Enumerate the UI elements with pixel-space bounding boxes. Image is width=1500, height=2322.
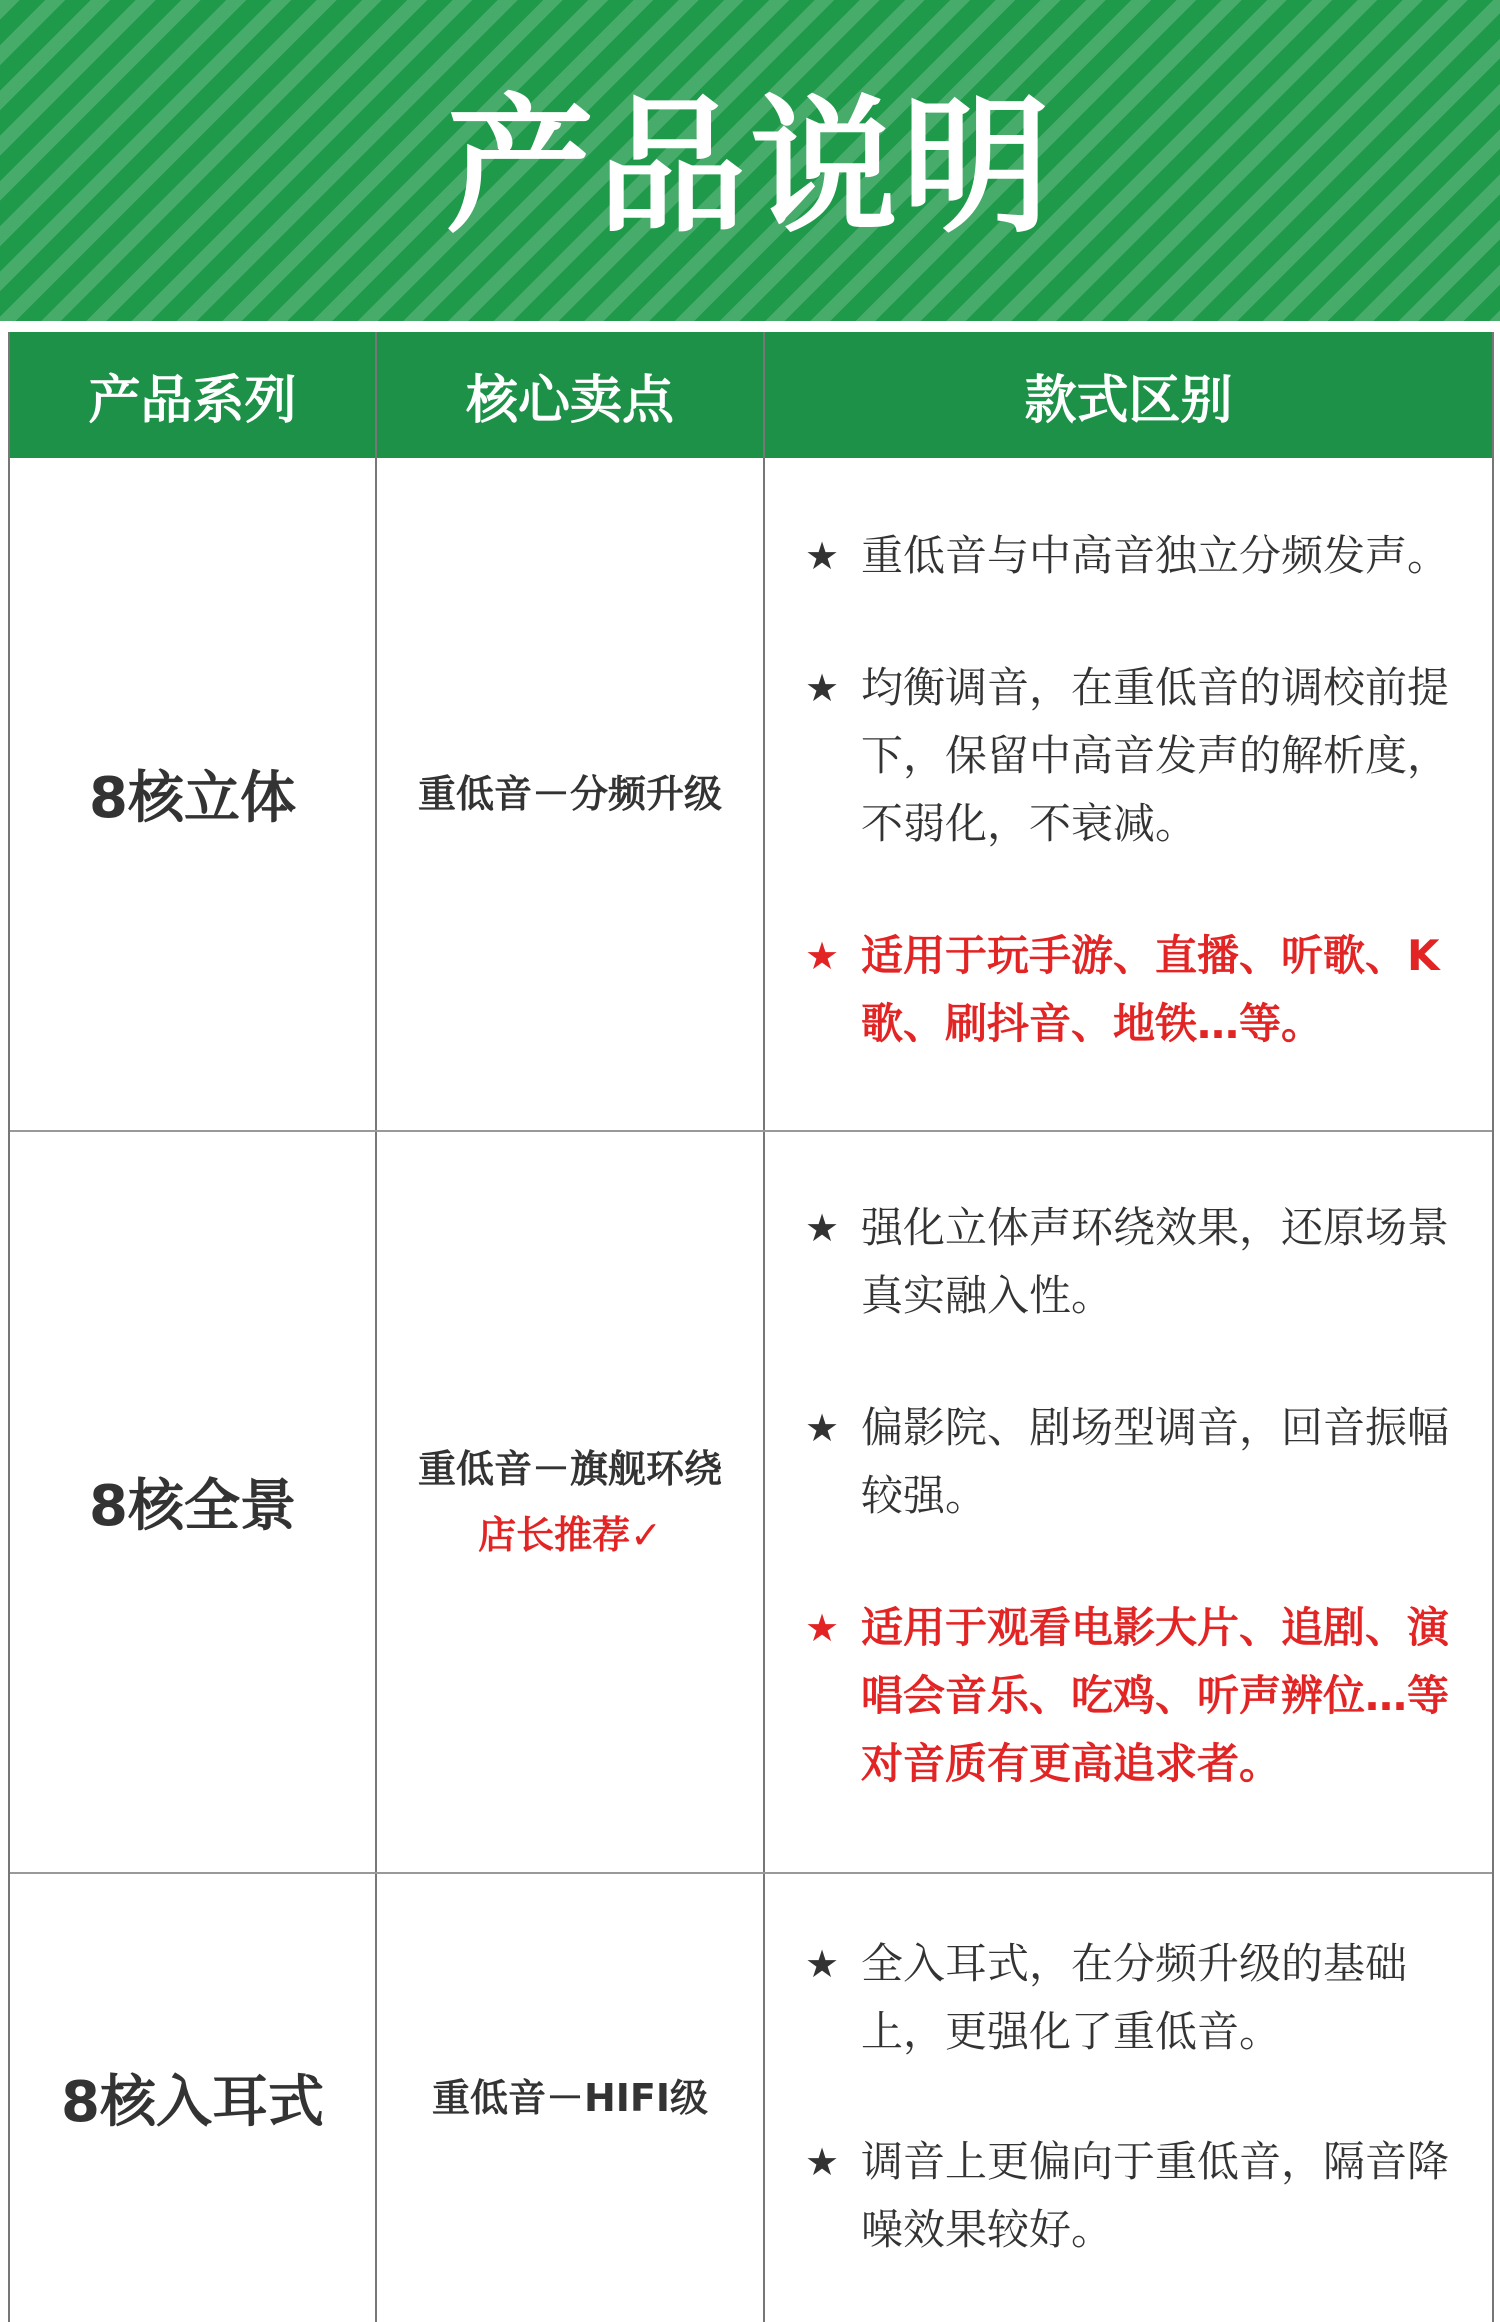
star-icon: ★ bbox=[805, 934, 840, 978]
point-text: 偏影院、剧场型调音，回音振幅较强。 bbox=[861, 1403, 1450, 1520]
star-icon: ★ bbox=[805, 1606, 840, 1650]
header-diff: 款式区别 bbox=[1024, 370, 1233, 431]
core-cell bbox=[377, 1132, 763, 1872]
core-cell bbox=[377, 458, 763, 1130]
point-text: 调音上更偏向于重低音，隔音降噪效果较好。 bbox=[861, 2137, 1450, 2254]
point-text: 强化立体声环绕效果，还原场景真实融入性。 bbox=[861, 1203, 1450, 1320]
header-series: 产品系列 bbox=[88, 370, 297, 431]
core-feature: 重低音－HIFI级 bbox=[431, 2076, 709, 2120]
diff-cell bbox=[765, 1132, 1490, 1872]
header-core: 核心卖点 bbox=[465, 370, 674, 431]
star-icon: ★ bbox=[805, 534, 840, 578]
point-text: 全入耳式，在分频升级的基础上，更强化了重低音。 bbox=[861, 1939, 1408, 2056]
star-icon: ★ bbox=[805, 1942, 840, 1986]
star-icon: ★ bbox=[805, 1206, 840, 1250]
table-header-row bbox=[10, 332, 1492, 458]
star-icon: ★ bbox=[805, 666, 840, 710]
series-cell: 8核立体 bbox=[89, 766, 296, 831]
star-icon: ★ bbox=[805, 1406, 840, 1450]
star-icon: ★ bbox=[805, 2140, 840, 2184]
list-item bbox=[805, 522, 1485, 590]
core-feature: 重低音－分频升级 bbox=[417, 772, 722, 816]
list-item-highlight bbox=[805, 1594, 1485, 1798]
point-text: 重低音与中高音独立分频发声。 bbox=[861, 531, 1450, 580]
list-item bbox=[805, 654, 1485, 858]
product-table bbox=[8, 332, 1494, 2322]
point-text: 均衡调音，在重低音的调校前提下，保留中高音发声的解析度，不弱化，不衰减。 bbox=[861, 663, 1450, 848]
core-cell bbox=[377, 1874, 763, 2322]
point-text: 适用于观看电影大片、追剧、演唱会音乐、吃鸡、听声辨位…等对音质有更高追求者。 bbox=[861, 1603, 1450, 1788]
list-item bbox=[805, 1930, 1485, 2066]
point-text: 适用于玩手游、直播、听歌、K歌、刷抖音、地铁…等。 bbox=[861, 931, 1440, 1048]
list-item bbox=[805, 1194, 1485, 1330]
series-cell: 8核全景 bbox=[89, 1474, 296, 1539]
page-title: 产品说明 bbox=[446, 81, 1054, 253]
list-item bbox=[805, 2128, 1485, 2264]
diff-cell bbox=[765, 1874, 1490, 2322]
list-item bbox=[805, 1394, 1485, 1530]
core-feature: 重低音－旗舰环绕 bbox=[417, 1447, 722, 1491]
header-banner bbox=[0, 0, 1500, 321]
series-cell: 8核入耳式 bbox=[61, 2070, 324, 2135]
list-item-highlight bbox=[805, 922, 1485, 1058]
diff-cell bbox=[765, 458, 1490, 1130]
recommend-badge: 店长推荐✓ bbox=[478, 1513, 662, 1557]
